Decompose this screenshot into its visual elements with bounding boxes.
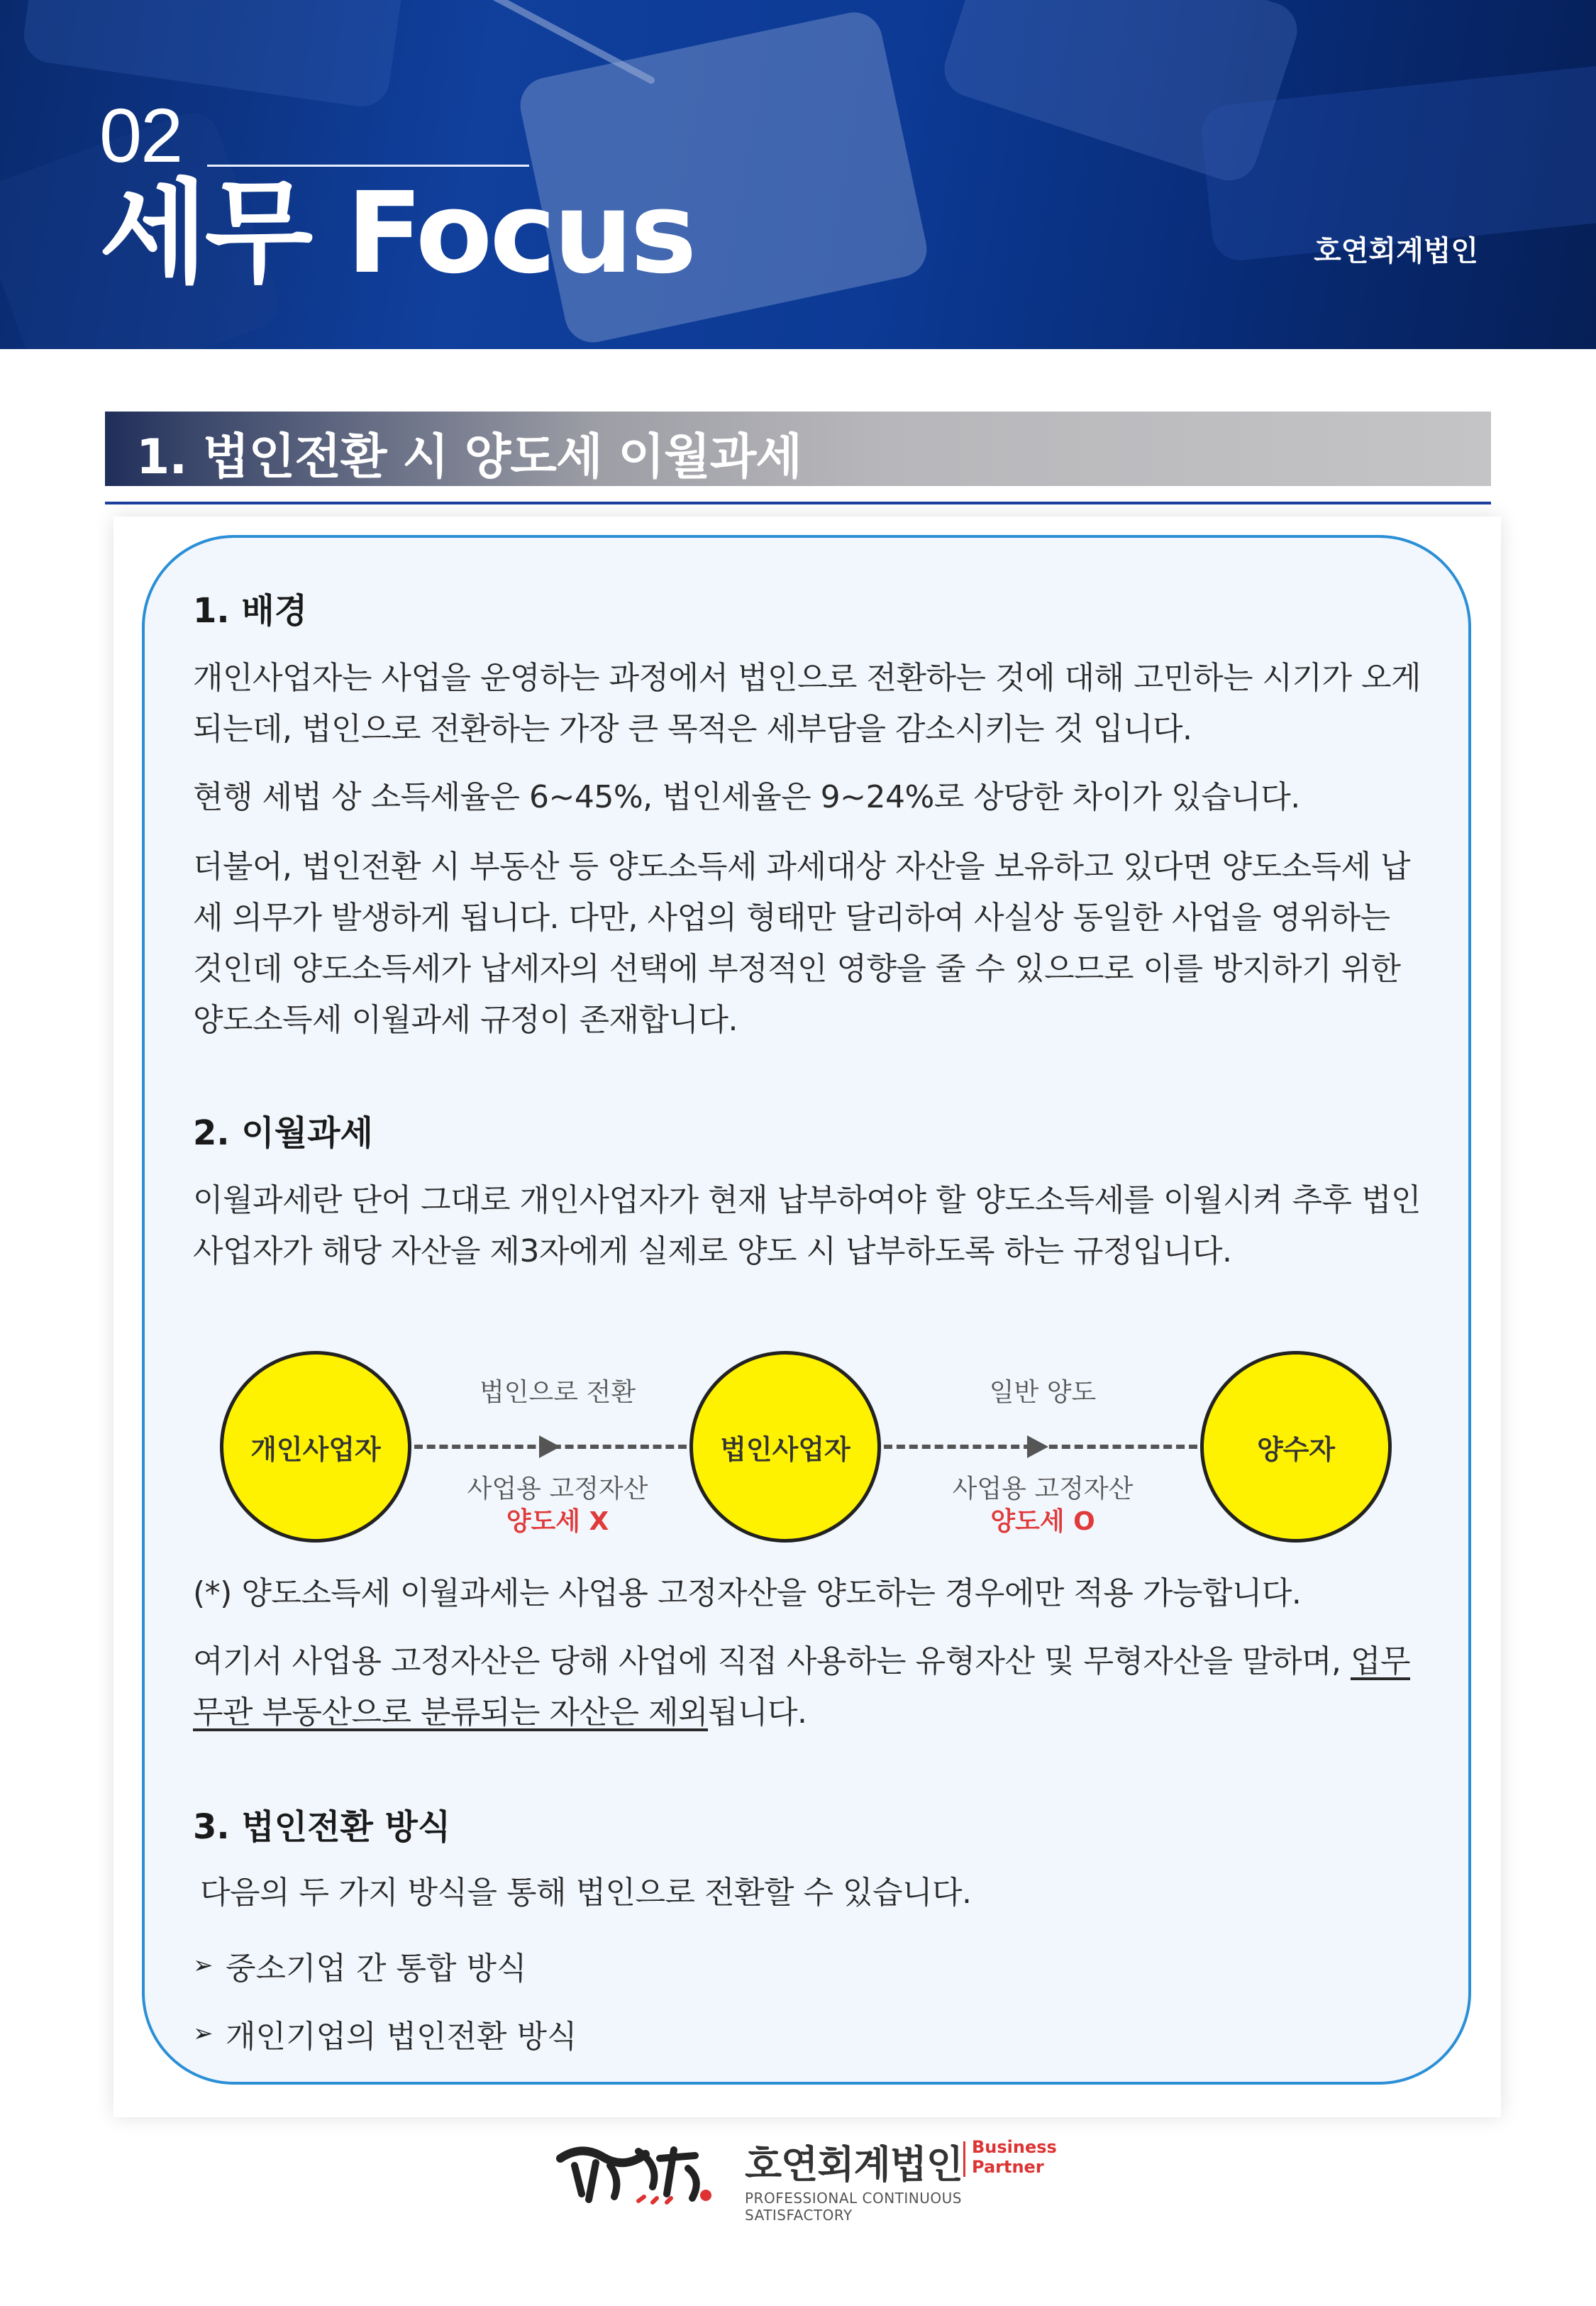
flow-arrow-head bbox=[1027, 1435, 1048, 1458]
footer-divider bbox=[963, 2141, 965, 2177]
definition-emphasis: 업무무관 부동산으로 분류되는 자산은 제외 bbox=[193, 1643, 1410, 1731]
edge-bottom-label: 사업용 고정자산 bbox=[467, 1474, 648, 1504]
calligraphy-logo-icon bbox=[553, 2137, 731, 2208]
edge-bottom-label: 사업용 고정자산 bbox=[952, 1474, 1134, 1504]
content-rounded-box bbox=[142, 535, 1471, 2085]
section-heading-background: 1. 배경 bbox=[193, 591, 308, 631]
section-number-underline bbox=[207, 165, 529, 167]
badge-line: Business bbox=[972, 2137, 1057, 2157]
definition-text: 여기서 사업용 고정자산은 당해 사업에 직접 사용하는 유형자산 및 무형자산을 말하며, bbox=[193, 1643, 1351, 1679]
section-title: 세무 Focus bbox=[99, 168, 694, 299]
node-corporate-business: 법인사업자 bbox=[689, 1351, 881, 1543]
footer-logo bbox=[553, 2133, 1064, 2224]
background-photo-shape bbox=[21, 0, 406, 110]
edge-tax-label: 양도세 X bbox=[506, 1507, 609, 1536]
badge-line: Partner bbox=[972, 2157, 1044, 2177]
paragraph: 다음의 두 가지 방식을 통해 법인으로 전환할 수 있습니다. bbox=[200, 1875, 972, 1911]
section-heading-conversion-methods: 3. 법인전환 방식 bbox=[193, 1807, 451, 1847]
definition-paragraph bbox=[193, 1636, 1427, 1738]
arrowhead-bullet-icon: ➢ bbox=[193, 2019, 214, 2048]
transfer-flow-diagram bbox=[213, 1341, 1397, 1554]
list-item bbox=[193, 2011, 1427, 2056]
edge-tax-label: 양도세 O bbox=[990, 1507, 1095, 1536]
definition-text: 됩니다. bbox=[708, 1694, 807, 1731]
section-number: 02 bbox=[99, 92, 182, 178]
edge-top-label: 일반 양도 bbox=[989, 1378, 1097, 1407]
article-title: 1. 법인전환 시 양도세 이월과세 bbox=[136, 429, 802, 485]
edge-top-label: 법인으로 전환 bbox=[479, 1378, 636, 1407]
header-banner bbox=[0, 0, 1596, 349]
paragraph: 더불어, 법인전환 시 부동산 등 양도소득세 과세대상 자산을 보유하고 있다면 양도소득세 납세 의무가 발생하게 됩니다. 다만, 사업의 형태만 달리하여 사실상 동일한 사업을 영위하는 것인데 양도소득세가 납세자의 선택에 부정적인 영향을 줄 수 있으므로 이를 방지하기 위한 양도소득세 이월과세 규정이 존재합니다. bbox=[193, 849, 1410, 1038]
list-item-label: 개인기업의 법인전환 방식 bbox=[226, 2019, 577, 2055]
section-heading-carryover: 2. 이월과세 bbox=[193, 1113, 373, 1153]
footnote: (*) 양도소득세 이월과세는 사업용 고정자산을 양도하는 경우에만 적용 가능합니다. bbox=[193, 1575, 1302, 1611]
paragraph: 이월과세란 단어 그대로 개인사업자가 현재 납부하여야 할 양도소득세를 이월시켜 추후 법인사업자가 해당 자산을 제3자에게 실제로 양도 시 납부하도록 하는 규정입니다. bbox=[193, 1182, 1422, 1269]
header-firm-name: 호연회계법인 bbox=[1314, 235, 1478, 267]
arrowhead-bullet-icon: ➢ bbox=[193, 1951, 214, 1980]
article-title-rule bbox=[105, 502, 1491, 504]
node-transferee: 양수자 bbox=[1200, 1351, 1392, 1543]
list-item bbox=[193, 1943, 1427, 1988]
footer-firm-name: 호연회계법인 bbox=[745, 2142, 963, 2187]
paragraph: 개인사업자는 사업을 운영하는 과정에서 법인으로 전환하는 것에 대해 고민하는 시기가 오게 되는데, 법인으로 전환하는 가장 큰 목적은 세부담을 감소시키는 것 입니다. bbox=[193, 660, 1422, 747]
flow-arrow-head bbox=[539, 1435, 560, 1458]
paragraph: 현행 세법 상 소득세율은 6~45%, 법인세율은 9~24%로 상당한 차이가 있습니다. bbox=[193, 779, 1300, 815]
list-item-label: 중소기업 간 통합 방식 bbox=[226, 1951, 527, 1987]
node-individual-business: 개인사업자 bbox=[220, 1351, 411, 1543]
business-partner-badge bbox=[972, 2137, 1057, 2177]
footer-tagline: PROFESSIONAL CONTINUOUS SATISFACTORY bbox=[745, 2190, 962, 2224]
